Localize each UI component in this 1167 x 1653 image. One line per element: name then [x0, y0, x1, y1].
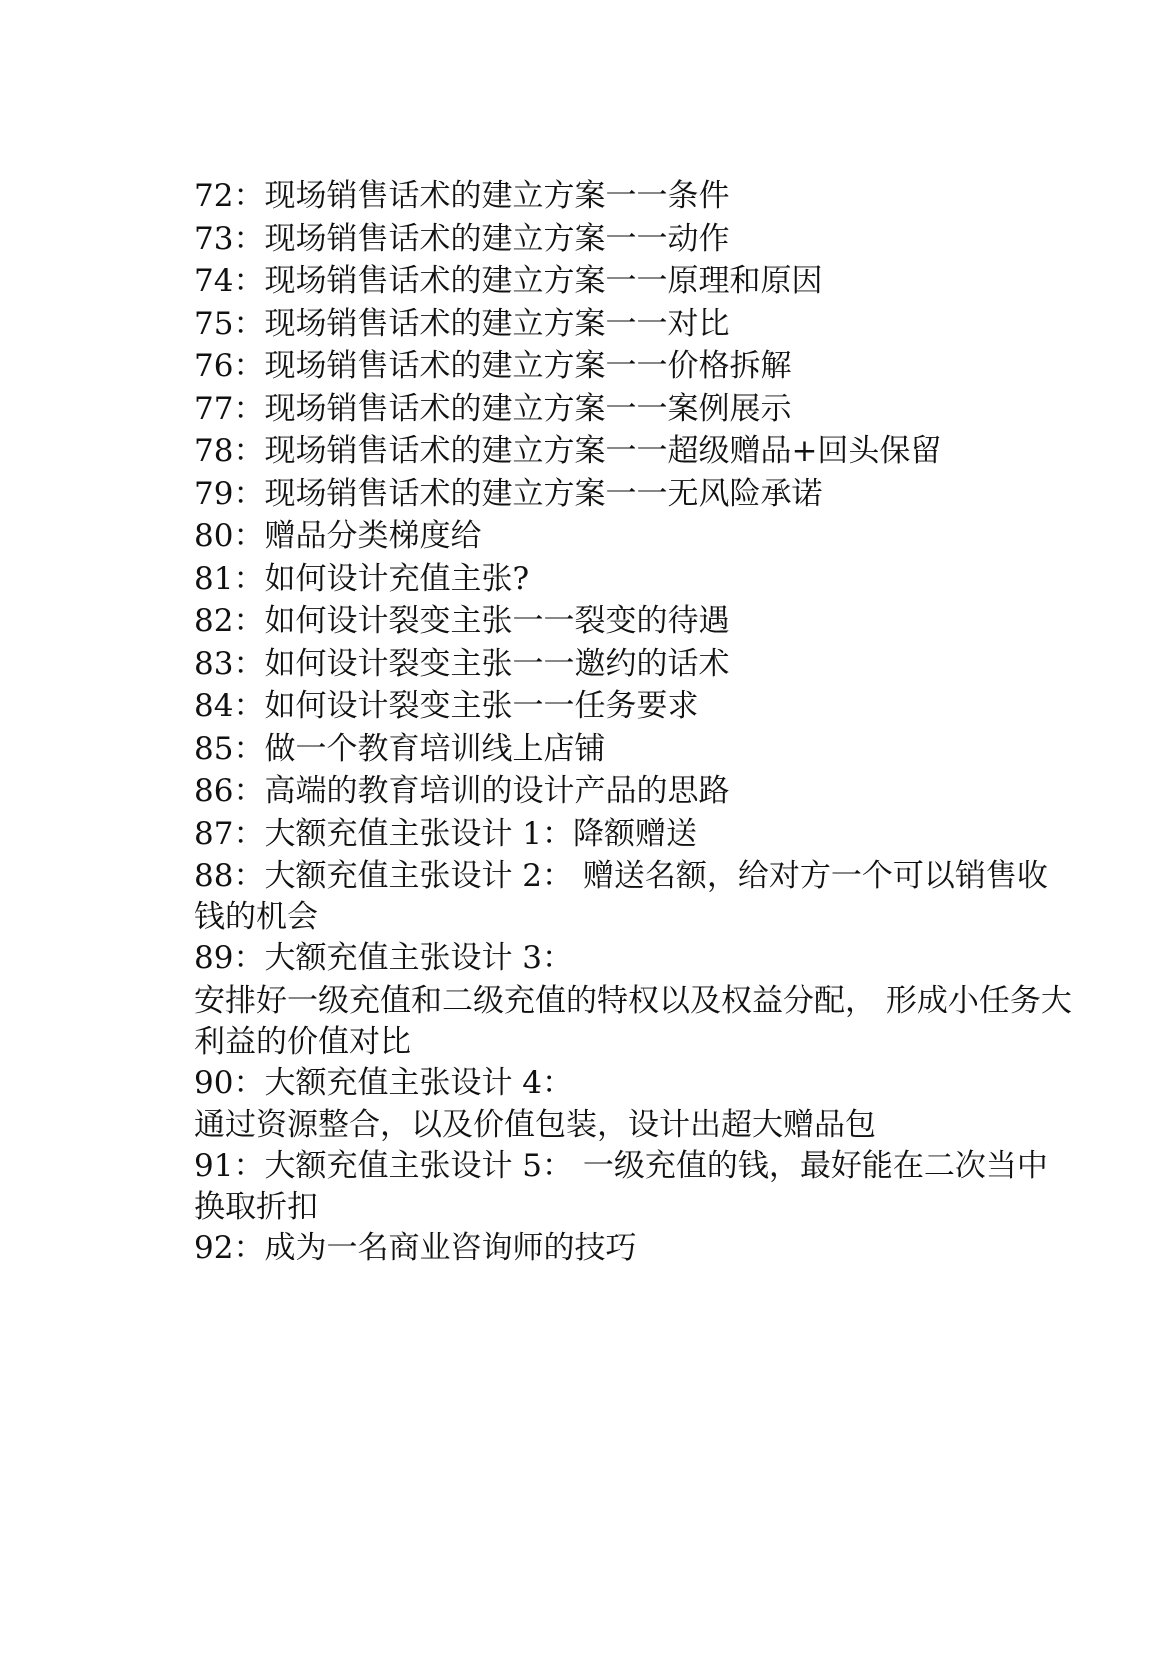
list-item-89-continuation: 安排好一级充值和二级充值的特权以及权益分配， 形成小任务大利益的价值对比 [194, 982, 1072, 1060]
item-number: 89： [194, 940, 265, 976]
item-number: 82： [194, 603, 265, 639]
item-text: 如何设计充值主张? [264, 560, 530, 597]
item-number: 72： [194, 178, 265, 214]
item-text: 如何设计裂变主张一一任务要求 [264, 688, 699, 724]
list-item-87 [194, 814, 1074, 857]
list-item-77 [194, 389, 1074, 432]
list-item-89 [194, 938, 1074, 981]
item-text: 做一个教育培训线上店铺 [264, 730, 606, 767]
item-number: 83： [194, 645, 265, 682]
item-number: 75： [194, 305, 265, 342]
item-number: 81： [194, 560, 265, 597]
item-number: 73： [194, 220, 265, 257]
list-item-90-continuation: 通过资源整合，以及价值包装，设计出超大赠品包 [194, 1107, 876, 1143]
item-number: 77： [194, 390, 265, 427]
list-item-74 [194, 261, 1074, 304]
list-item-85 [194, 729, 1074, 772]
item-text: 大额充值主张设计 3： [264, 940, 574, 976]
list-item-92 [194, 1228, 1074, 1271]
list-item-81 [194, 559, 1074, 602]
list-item-75 [194, 304, 1074, 347]
item-text: 现场销售话术的建立方案一一动作 [264, 220, 730, 257]
item-text: 现场销售话术的建立方案一一超级赠品+回头保留 [264, 433, 942, 469]
item-number: 87： [194, 815, 265, 852]
list-item-78 [194, 431, 1074, 474]
item-text: 现场销售话术的建立方案一一原理和原因 [264, 263, 823, 299]
item-text: 赠品分类梯度给 [264, 518, 482, 554]
item-number: 88： [194, 858, 265, 894]
item-text: 如何设计裂变主张一一裂变的待遇 [264, 603, 730, 639]
item-text: 现场销售话术的建立方案一一对比 [264, 305, 730, 342]
item-number: 92： [194, 1230, 265, 1266]
list-item-83 [194, 644, 1074, 687]
list-item-73 [194, 219, 1074, 262]
item-text: 现场销售话术的建立方案一一无风险承诺 [264, 475, 823, 512]
list-item-91 [194, 1146, 1074, 1228]
list-item-80 [194, 516, 1074, 559]
list-item-88 [194, 856, 1074, 938]
item-number: 86： [194, 773, 265, 809]
list-item-76 [194, 346, 1074, 389]
item-number: 91： [194, 1148, 265, 1184]
item-number: 85： [194, 730, 265, 767]
item-text: 大额充值主张设计 4： [264, 1064, 574, 1101]
item-number: 79： [194, 475, 265, 512]
item-number: 84： [194, 688, 265, 724]
list-item-72 [194, 176, 1074, 219]
list-item-84 [194, 686, 1074, 729]
item-number: 90： [194, 1064, 265, 1101]
item-text: 大额充值主张设计 2： 赠送名额，给对方一个可以销售收钱的机会 [194, 858, 1048, 935]
item-text: 现场销售话术的建立方案一一价格拆解 [264, 348, 792, 384]
list-item-82 [194, 601, 1074, 644]
item-text: 成为一名商业咨询师的技巧 [264, 1230, 637, 1266]
item-text: 大额充值主张设计 5： 一级充值的钱，最好能在二次当中换取折扣 [194, 1148, 1048, 1225]
item-text: 如何设计裂变主张一一邀约的话术 [264, 645, 730, 682]
list-item-79 [194, 474, 1074, 517]
list-item-90 [194, 1063, 1074, 1106]
item-text: 高端的教育培训的设计产品的思路 [264, 773, 730, 809]
item-number: 80： [194, 518, 265, 554]
item-text: 现场销售话术的建立方案一一案例展示 [264, 390, 792, 427]
list-item-86 [194, 771, 1074, 814]
item-text: 大额充值主张设计 1：降额赠送 [264, 815, 698, 852]
item-list [194, 176, 1074, 1271]
item-number: 76： [194, 348, 265, 384]
item-number: 74： [194, 263, 265, 299]
item-number: 78： [194, 433, 265, 469]
item-text: 现场销售话术的建立方案一一条件 [264, 178, 730, 214]
